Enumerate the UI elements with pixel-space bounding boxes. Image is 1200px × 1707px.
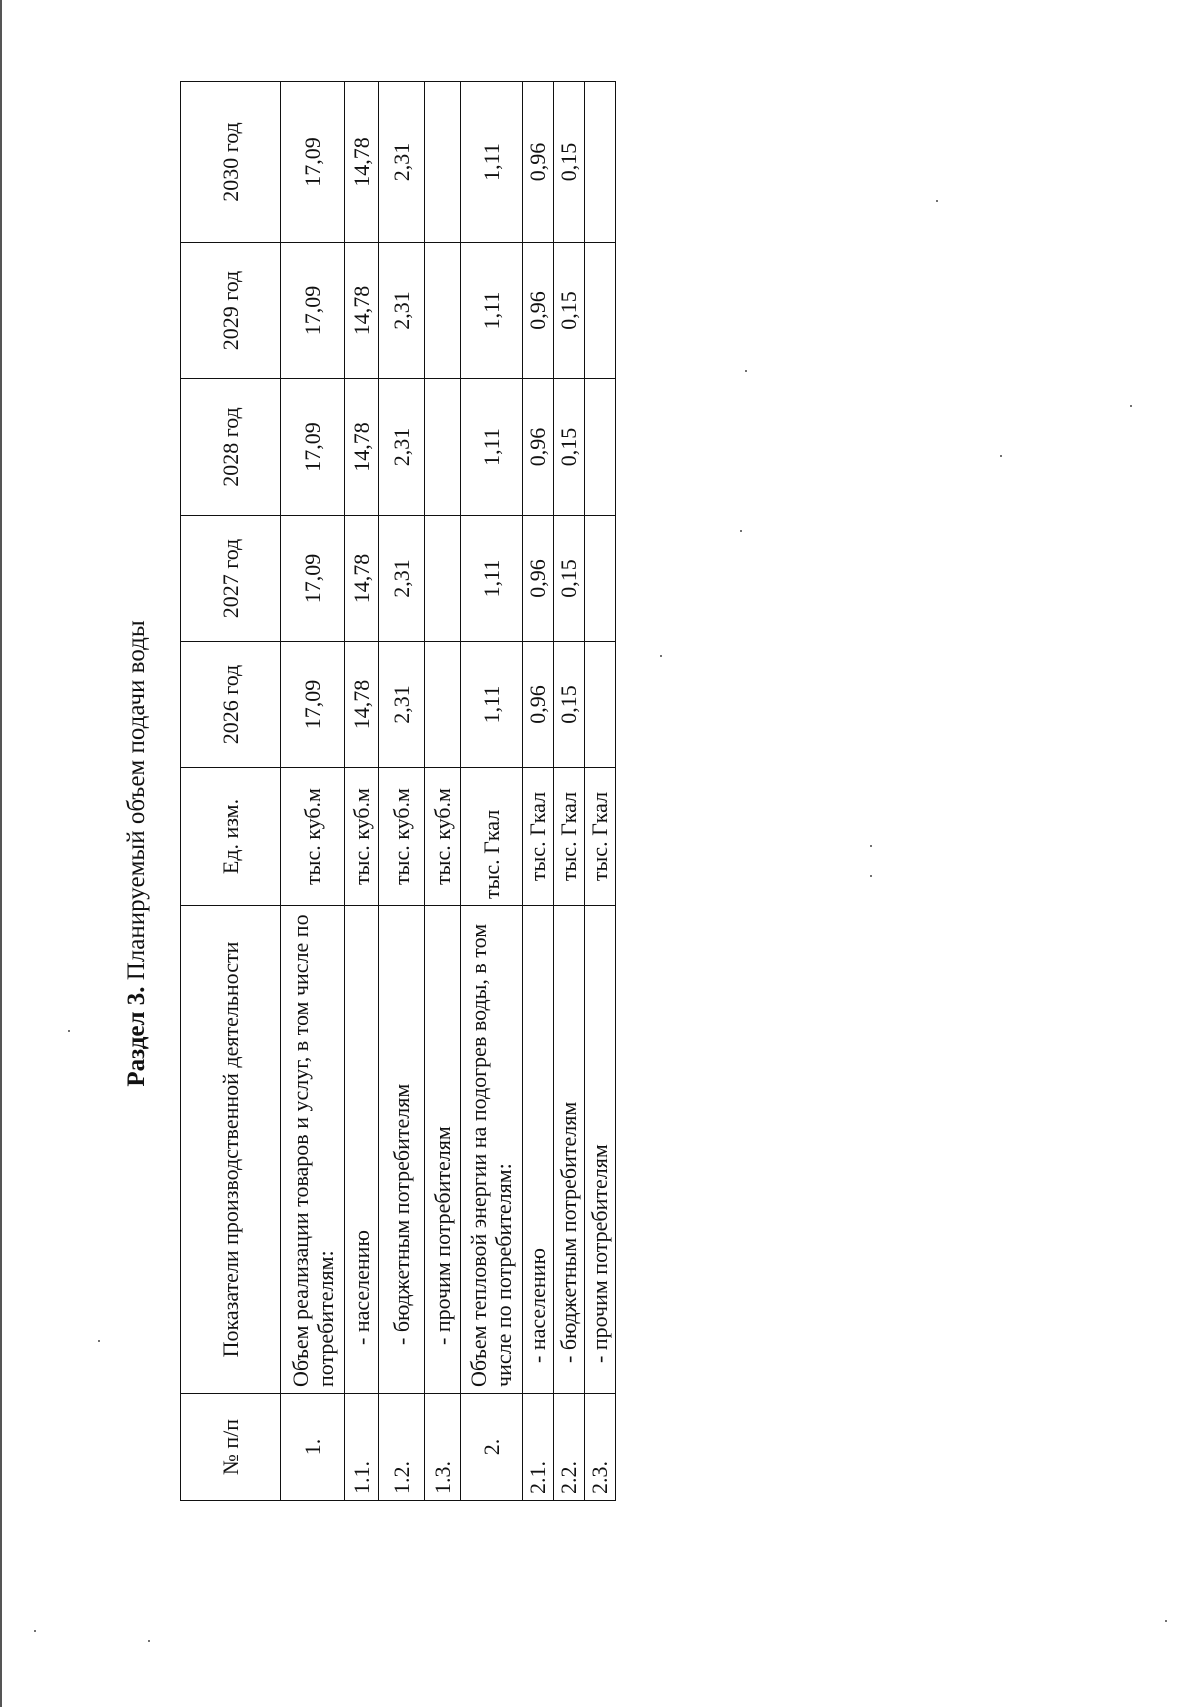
row-value-2026: [584, 642, 615, 768]
header-year-2026: 2026 год: [181, 642, 281, 768]
row-value-2027: [584, 516, 615, 642]
table-row: [553, 82, 584, 1501]
row-name: - населению: [345, 906, 378, 1394]
table-row: [378, 82, 425, 1501]
row-unit: тыс. куб.м: [378, 768, 425, 906]
row-value-2027: 0,15: [553, 516, 584, 642]
row-num: 2.: [460, 1394, 522, 1501]
row-name: - населению: [522, 906, 553, 1394]
row-name: - бюджетным потребителям: [378, 906, 425, 1394]
row-num: 1.: [281, 1394, 345, 1501]
row-value-2030: [425, 82, 460, 243]
row-unit: тыс. куб.м: [345, 768, 378, 906]
row-value-2028: 17,09: [281, 379, 345, 516]
row-value-2030: [584, 82, 615, 243]
row-unit: тыс. Гкал: [553, 768, 584, 906]
row-unit: тыс. Гкал: [460, 768, 522, 906]
table-header-row: [181, 82, 281, 1501]
row-value-2027: 2,31: [378, 516, 425, 642]
section-title-text: Планируемый объем подачи воды: [123, 620, 150, 987]
row-unit: тыс. куб.м: [425, 768, 460, 906]
header-unit: Ед. изм.: [181, 768, 281, 906]
row-value-2028: 1,11: [460, 379, 522, 516]
row-value-2028: 0,96: [522, 379, 553, 516]
row-num: 1.3.: [425, 1394, 460, 1501]
row-value-2029: 0,96: [522, 243, 553, 379]
table-row: [522, 82, 553, 1501]
row-value-2027: 1,11: [460, 516, 522, 642]
table-row: [460, 82, 522, 1501]
row-name: - бюджетным потребителям: [553, 906, 584, 1394]
header-year-2030: 2030 год: [181, 82, 281, 243]
header-year-2028: 2028 год: [181, 379, 281, 516]
row-name: Объем тепловой энергии на подогрев воды, в том числе по потребителям:: [460, 906, 522, 1394]
row-value-2029: [584, 243, 615, 379]
row-value-2029: 2,31: [378, 243, 425, 379]
row-num: 1.1.: [345, 1394, 378, 1501]
row-value-2028: 14,78: [345, 379, 378, 516]
table-row: [345, 82, 378, 1501]
header-year-2029: 2029 год: [181, 243, 281, 379]
row-value-2029: 1,11: [460, 243, 522, 379]
row-value-2027: 0,96: [522, 516, 553, 642]
row-value-2029: 17,09: [281, 243, 345, 379]
header-year-2027: 2027 год: [181, 516, 281, 642]
header-indicator: Показатели производственной деятельности: [181, 906, 281, 1394]
row-value-2029: [425, 243, 460, 379]
row-value-2028: [425, 379, 460, 516]
row-value-2026: 17,09: [281, 642, 345, 768]
row-unit: тыс. Гкал: [522, 768, 553, 906]
row-value-2028: 0,15: [553, 379, 584, 516]
row-name: Объем реализации товаров и услуг, в том числе по потребителям:: [281, 906, 345, 1394]
row-value-2029: 0,15: [553, 243, 584, 379]
row-name: - прочим потребителям: [425, 906, 460, 1394]
row-value-2029: 14,78: [345, 243, 378, 379]
row-value-2028: 2,31: [378, 379, 425, 516]
row-value-2026: 0,15: [553, 642, 584, 768]
row-value-2026: [425, 642, 460, 768]
row-num: 2.2.: [553, 1394, 584, 1501]
table-row: [425, 82, 460, 1501]
row-value-2030: 14,78: [345, 82, 378, 243]
row-value-2027: 17,09: [281, 516, 345, 642]
table-row: [281, 82, 345, 1501]
row-num: 2.3.: [584, 1394, 615, 1501]
row-value-2026: 2,31: [378, 642, 425, 768]
row-value-2026: 1,11: [460, 642, 522, 768]
row-value-2030: 0,96: [522, 82, 553, 243]
row-unit: тыс. Гкал: [584, 768, 615, 906]
section-title: [117, 0, 157, 1707]
row-value-2027: 14,78: [345, 516, 378, 642]
row-num: 2.1.: [522, 1394, 553, 1501]
row-value-2030: 17,09: [281, 82, 345, 243]
row-value-2030: 0,15: [553, 82, 584, 243]
row-value-2027: [425, 516, 460, 642]
row-unit: тыс. куб.м: [281, 768, 345, 906]
header-num: № п/п: [181, 1394, 281, 1501]
water-supply-table: [180, 81, 616, 1501]
row-num: 1.2.: [378, 1394, 425, 1501]
row-value-2026: 14,78: [345, 642, 378, 768]
row-value-2026: 0,96: [522, 642, 553, 768]
section-title-bold: Раздел 3.: [123, 986, 150, 1087]
row-value-2030: 2,31: [378, 82, 425, 243]
row-value-2030: 1,11: [460, 82, 522, 243]
table-row: [584, 82, 615, 1501]
row-name: - прочим потребителям: [584, 906, 615, 1394]
row-value-2028: [584, 379, 615, 516]
